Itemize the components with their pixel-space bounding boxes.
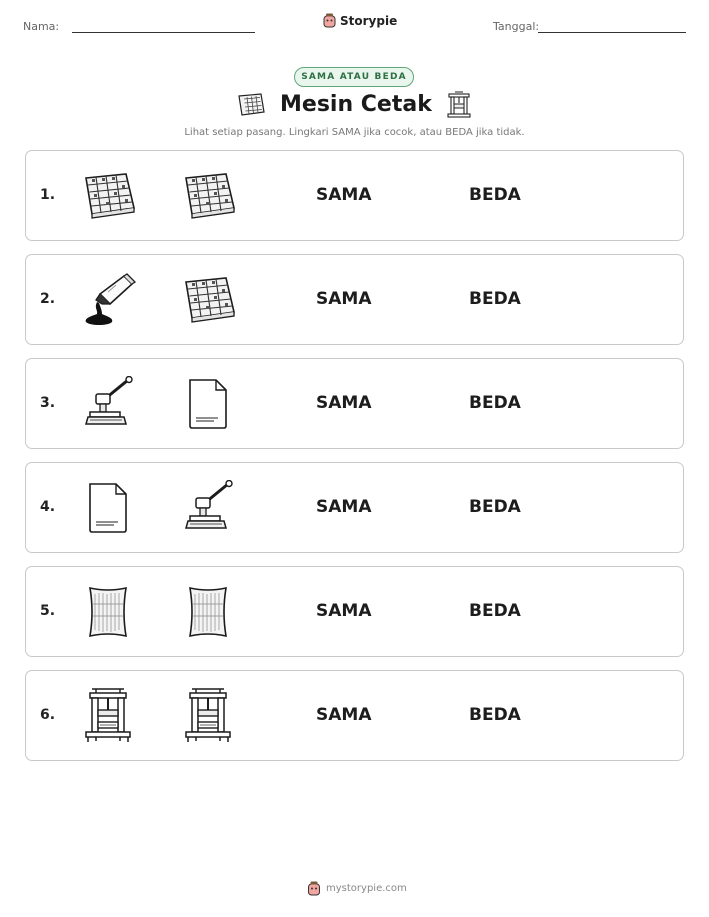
mascot-icon [323, 13, 336, 28]
beda-option[interactable]: BEDA [469, 185, 521, 205]
printing-press-icon [446, 91, 472, 119]
sama-option[interactable]: SAMA [316, 705, 372, 725]
lever-press-icon [178, 480, 238, 536]
beda-option[interactable]: BEDA [469, 289, 521, 309]
page-title: Mesin Cetak [280, 92, 432, 117]
type-tray-icon [178, 168, 238, 224]
name-field[interactable] [72, 32, 255, 33]
paper-sheet-icon [78, 480, 138, 536]
ink-tube-icon [78, 272, 138, 328]
printing-press-icon [178, 688, 238, 744]
sama-option[interactable]: SAMA [316, 601, 372, 621]
brand-name: Storypie [340, 13, 398, 28]
question-row [25, 462, 684, 553]
question-number: 2. [40, 291, 56, 307]
question-row [25, 566, 684, 657]
type-tray-icon [236, 92, 266, 118]
beda-option[interactable]: BEDA [469, 393, 521, 413]
instructions: Lihat setiap pasang. Lingkari SAMA jika cocok, atau BEDA jika tidak. [184, 127, 525, 138]
sama-option[interactable]: SAMA [316, 289, 372, 309]
beda-option[interactable]: BEDA [469, 601, 521, 621]
paper-sheet-icon [178, 376, 238, 432]
printing-press-icon [78, 688, 138, 744]
question-number: 4. [40, 499, 56, 515]
paper-stack-icon [78, 584, 138, 640]
question-number: 1. [40, 187, 56, 203]
beda-option[interactable]: BEDA [469, 705, 521, 725]
sama-option[interactable]: SAMA [316, 393, 372, 413]
sama-option[interactable]: SAMA [316, 185, 372, 205]
question-row [25, 670, 684, 761]
question-number: 3. [40, 395, 56, 411]
sama-option[interactable]: SAMA [316, 497, 372, 517]
type-tray-icon [78, 168, 138, 224]
name-label: Nama: [23, 20, 60, 33]
beda-option[interactable]: BEDA [469, 497, 521, 517]
mascot-icon [307, 881, 321, 896]
paper-stack-icon [178, 584, 238, 640]
question-row [25, 150, 684, 241]
activity-tag: SAMA ATAU BEDA [294, 67, 414, 87]
type-tray-icon [178, 272, 238, 328]
question-row [25, 358, 684, 449]
lever-press-icon [78, 376, 138, 432]
date-label: Tanggal: [493, 20, 540, 33]
question-row [25, 254, 684, 345]
question-number: 6. [40, 707, 56, 723]
question-number: 5. [40, 603, 56, 619]
brand-logo [323, 13, 397, 28]
footer [307, 881, 407, 896]
footer-site[interactable]: mystorypie.com [326, 883, 407, 894]
date-field[interactable] [538, 32, 686, 33]
